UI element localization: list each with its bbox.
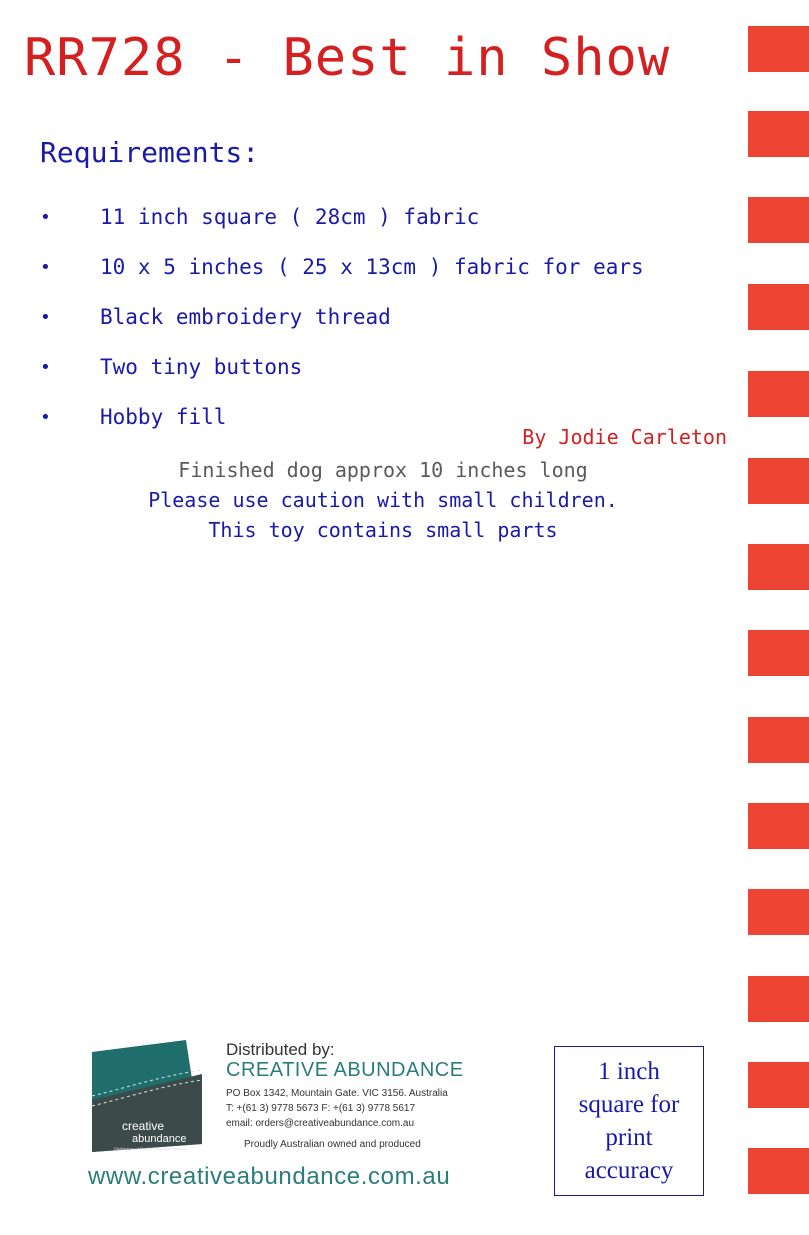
list-item-text: 11 inch square ( 28cm ) fabric bbox=[100, 205, 480, 229]
small-parts-note: This toy contains small parts bbox=[208, 518, 558, 542]
print-check-line-2: square for bbox=[578, 1091, 680, 1118]
stripe bbox=[748, 111, 809, 157]
list-item-text: 10 x 5 inches ( 25 x 13cm ) fabric for ears bbox=[100, 255, 644, 279]
bullet-icon: • bbox=[40, 306, 51, 328]
distributor-block bbox=[226, 1040, 464, 1150]
distributor-email: email: orders@creativeabundance.com.au bbox=[226, 1118, 415, 1129]
website-link[interactable]: www.creativeabundance.com.au bbox=[88, 1163, 451, 1190]
logo-subtitle: Distributors of Quality Australian Designs bbox=[114, 1146, 187, 1151]
stripe bbox=[748, 1062, 809, 1108]
list-item-text: Hobby fill bbox=[100, 405, 227, 429]
print-check-line-3: print bbox=[605, 1124, 653, 1151]
list-item bbox=[40, 292, 644, 342]
stripe bbox=[748, 717, 809, 763]
list-item-text: Two tiny buttons bbox=[100, 355, 303, 379]
requirements-heading: Requirements: bbox=[40, 136, 260, 169]
stripe bbox=[748, 630, 809, 676]
bullet-icon: • bbox=[40, 406, 51, 428]
distributor-tagline: Proudly Australian owned and produced bbox=[244, 1139, 421, 1150]
stripe bbox=[748, 1148, 809, 1194]
author-credit: By Jodie Carleton bbox=[522, 425, 727, 449]
page-title: RR728 - Best in Show bbox=[24, 28, 671, 88]
stripe bbox=[748, 458, 809, 504]
distributor-name: CREATIVE ABUNDANCE bbox=[226, 1059, 464, 1081]
stripe bbox=[748, 284, 809, 330]
list-item bbox=[40, 242, 644, 292]
bullet-icon: • bbox=[40, 206, 51, 228]
list-item bbox=[40, 192, 644, 242]
print-check-line-4: accuracy bbox=[584, 1157, 674, 1184]
stripe bbox=[748, 26, 809, 72]
stripe bbox=[748, 371, 809, 417]
distributed-by-label: Distributed by: bbox=[226, 1040, 335, 1059]
bullet-icon: • bbox=[40, 256, 51, 278]
caution-note: Please use caution with small children. bbox=[148, 488, 618, 512]
stripe bbox=[748, 889, 809, 935]
edge-stripes bbox=[748, 0, 809, 1235]
list-item-text: Black embroidery thread bbox=[100, 305, 391, 329]
stripe bbox=[748, 197, 809, 243]
logo-text-creative: creative bbox=[122, 1119, 165, 1133]
logo-text-abundance: abundance bbox=[132, 1133, 187, 1145]
bullet-icon: • bbox=[40, 356, 51, 378]
stripe bbox=[748, 544, 809, 590]
size-note: Finished dog approx 10 inches long bbox=[178, 458, 588, 482]
stripe bbox=[748, 976, 809, 1022]
stripe bbox=[748, 803, 809, 849]
distributor-phone: T: +(61 3) 9778 5673 F: +(61 3) 9778 5617 bbox=[226, 1103, 416, 1114]
requirements-list bbox=[40, 192, 644, 442]
print-check-line-1: 1 inch bbox=[598, 1058, 660, 1085]
notes-block bbox=[0, 455, 766, 545]
distributor-address: PO Box 1342, Mountain Gate. VIC 3156. Australia bbox=[226, 1088, 448, 1099]
list-item bbox=[40, 342, 644, 392]
creative-abundance-logo bbox=[92, 1040, 202, 1152]
print-accuracy-square bbox=[554, 1046, 704, 1196]
